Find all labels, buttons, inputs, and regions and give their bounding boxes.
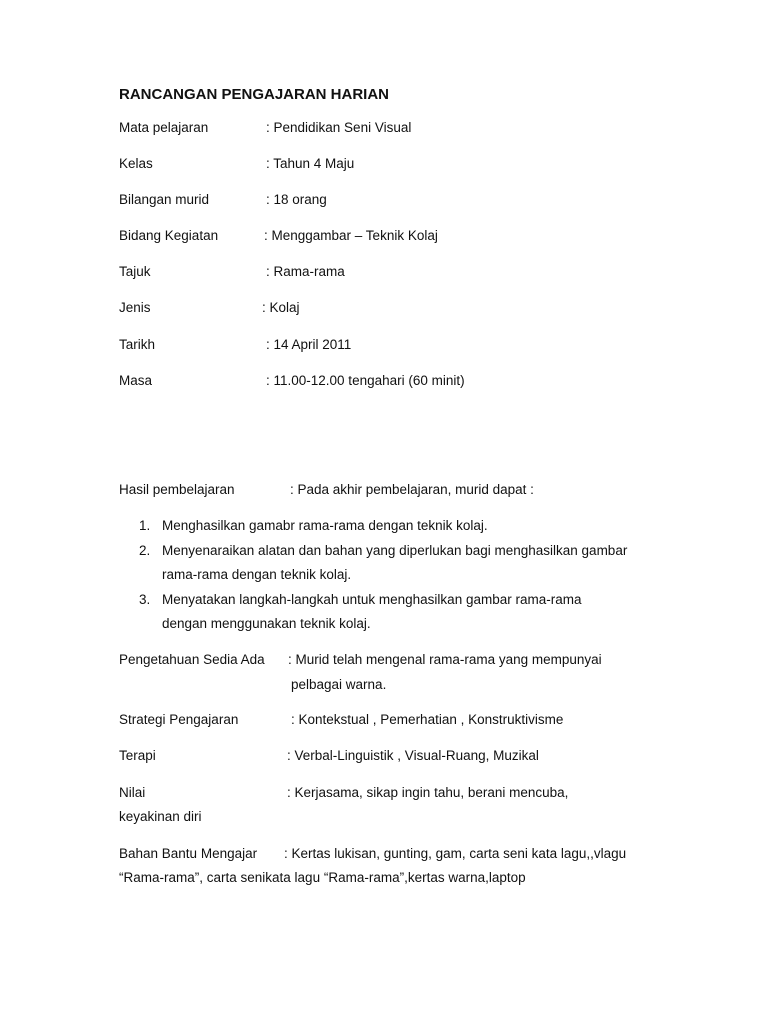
info-label-bilangan-murid: Bilangan murid	[119, 192, 210, 207]
info-label-kelas: Kelas	[119, 156, 153, 171]
info-label-masa: Masa	[119, 373, 153, 388]
info-label-bidang-kegiatan: Bidang Kegiatan	[119, 228, 219, 243]
prior-knowledge-label: Pengetahuan Sedia Ada	[119, 652, 265, 667]
therapy-label: Terapi	[119, 748, 156, 763]
outcome-item: Menghasilkan gamabr rama-rama dengan teknik kolaj.	[162, 518, 488, 533]
document-title: RANCANGAN PENGAJARAN HARIAN	[119, 86, 390, 103]
outcome-item-continued: rama-rama dengan teknik kolaj.	[162, 567, 352, 582]
info-label-tajuk: Tajuk	[119, 264, 151, 279]
strategy-label: Strategi Pengajaran	[119, 712, 239, 727]
info-value-tajuk: : Rama-rama	[266, 264, 345, 279]
prior-knowledge-value-continued: pelbagai warna.	[291, 677, 387, 692]
outcome-item: Menyatakan langkah-langkah untuk menghasilkan gambar rama-rama	[162, 592, 582, 607]
values-value: : Kerjasama, sikap ingin tahu, berani mencuba,	[287, 785, 569, 800]
info-value-masa: : 11.00-12.00 tengahari (60 minit)	[266, 373, 465, 388]
info-label-mata-pelajaran: Mata pelajaran	[119, 120, 209, 135]
materials-label: Bahan Bantu Mengajar	[119, 846, 258, 861]
outcome-number: 1.	[139, 518, 151, 533]
outcome-item-continued: dengan menggunakan teknik kolaj.	[162, 616, 371, 631]
info-value-kelas: : Tahun 4 Maju	[266, 156, 355, 171]
prior-knowledge-value: : Murid telah mengenal rama-rama yang mempunyai	[288, 652, 602, 667]
outcome-number: 3.	[139, 592, 151, 607]
info-value-tarikh: : 14 April 2011	[266, 337, 352, 352]
info-label-jenis: Jenis	[119, 300, 151, 315]
materials-value-continued: “Rama-rama”, carta senikata lagu “Rama-rama”,kertas warna,laptop	[119, 870, 526, 885]
outcomes-intro: : Pada akhir pembelajaran, murid dapat :	[290, 482, 534, 497]
values-label: Nilai	[119, 785, 146, 800]
info-value-mata-pelajaran: : Pendidikan Seni Visual	[266, 120, 412, 135]
strategy-value: : Kontekstual , Pemerhatian , Konstruktivisme	[291, 712, 564, 727]
outcome-item: Menyenaraikan alatan dan bahan yang diperlukan bagi menghasilkan gambar	[162, 543, 628, 558]
values-value-continued: keyakinan diri	[119, 809, 202, 824]
info-value-bilangan-murid: : 18 orang	[266, 192, 327, 207]
outcome-number: 2.	[139, 543, 151, 558]
info-label-tarikh: Tarikh	[119, 337, 156, 352]
materials-value: : Kertas lukisan, gunting, gam, carta seni kata lagu,,vlagu	[284, 846, 627, 861]
info-value-jenis: : Kolaj	[262, 300, 300, 315]
therapy-value: : Verbal-Linguistik , Visual-Ruang, Muzikal	[287, 748, 539, 763]
outcomes-label: Hasil pembelajaran	[119, 482, 235, 497]
info-value-bidang-kegiatan: : Menggambar – Teknik Kolaj	[264, 228, 438, 243]
